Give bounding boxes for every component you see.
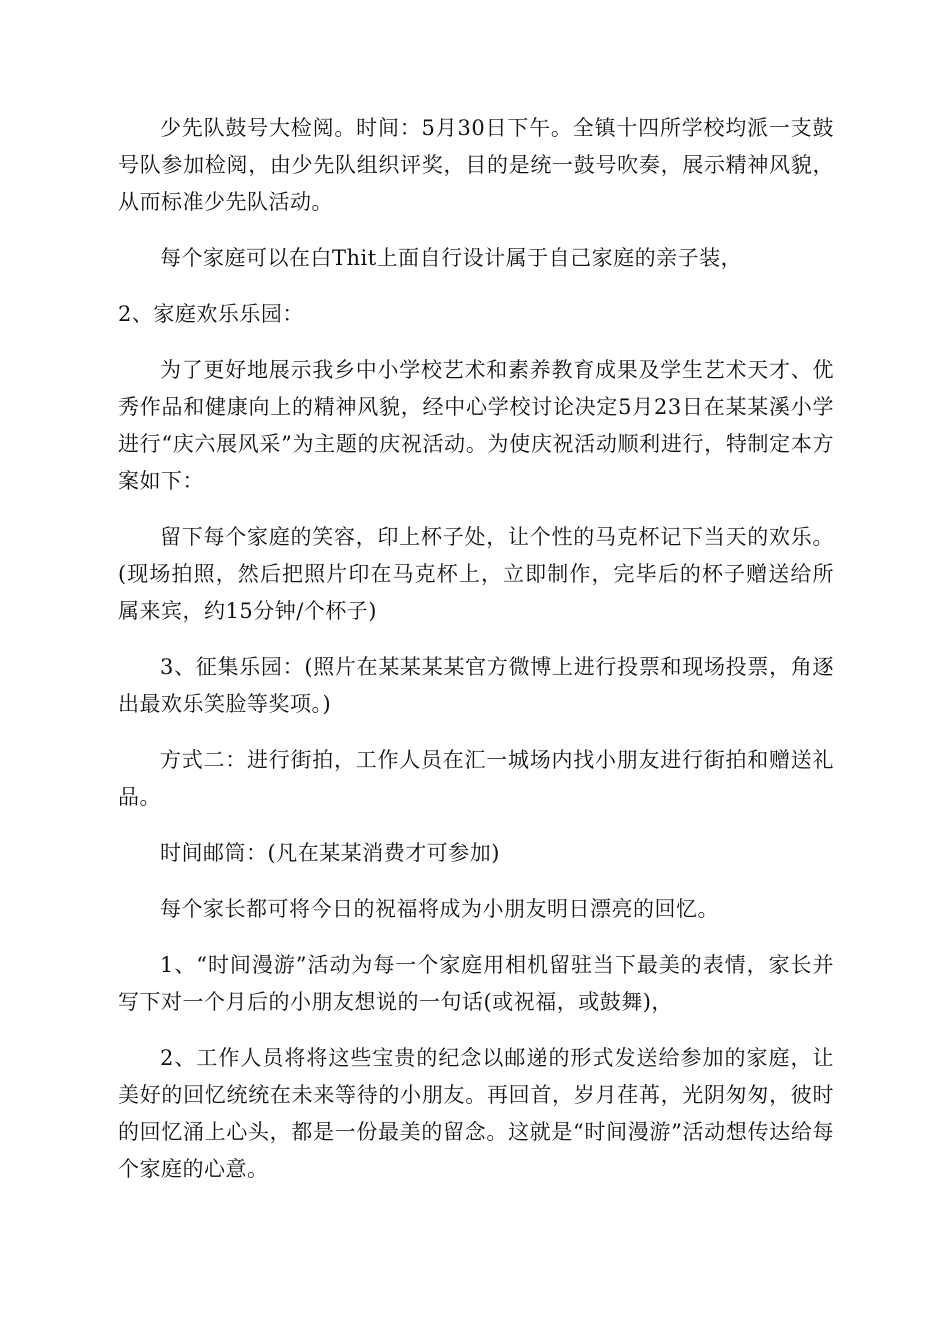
paragraph-street-photo: 方式二：进行街拍，工作人员在汇一城场内找小朋友进行街拍和赠送礼品。 xyxy=(118,748,834,809)
paragraph-time-travel-2: 2、工作人员将将这些宝贵的纪念以邮递的形式发送给参加的家庭，让美好的回忆统统在未来等待的小朋友。再回首，岁月荏苒，光阴匆匆，彼时的回忆涌上心头，都是一份最美的留念。这就是“时间漫游”活动想传达给每个家庭的心意。 xyxy=(118,1046,834,1181)
document-body xyxy=(118,110,834,1207)
paragraph-family-tshirt: 每个家庭可以在白Thit上面自行设计属于自己家庭的亲子装， xyxy=(160,246,743,270)
heading-family-park: 2、家庭欢乐乐园： xyxy=(118,302,304,326)
paragraph-drum-parade: 少先队鼓号大检阅。时间：5月30日下午。全镇十四所学校均派一支鼓号队参加检阅，由少先队组织评奖，目的是统一鼓号吹奏，展示精神风貌，从而标准少先队活动。 xyxy=(118,116,834,214)
paragraph-time-travel-1: 1、“时间漫游”活动为每一个家庭用相机留驻当下最美的表情，家长并写下对一个月后的小朋友想说的一句话(或祝福，或鼓舞)， xyxy=(118,953,834,1014)
paragraph-art-showcase: 为了更好地展示我乡中小学校艺术和素养教育成果及学生艺术天才、优秀作品和健康向上的精神风貌，经中心学校讨论决定5月23日在某某溪小学进行“庆六展风采”为主题的庆祝活动。为使庆祝活动顺利进行，特制定本方案如下： xyxy=(118,358,834,493)
paragraph-time-mailbox: 时间邮筒：(凡在某某消费才可参加) xyxy=(160,841,500,865)
paragraph-parent-wishes: 每个家长都可将今日的祝福将成为小朋友明日漂亮的回忆。 xyxy=(160,897,719,921)
paragraph-photo-contest: 3、征集乐园：(照片在某某某某官方微博上进行投票和现场投票，角逐出最欢乐笑脸等奖项。) xyxy=(118,655,834,716)
paragraph-mug-photo: 留下每个家庭的笑容，印上杯子处，让个性的马克杯记下当天的欢乐。(现场拍照，然后把照片印在马克杯上，立即制作，完毕后的杯子赠送给所属来宾，约15分钟/个杯子) xyxy=(118,525,834,623)
